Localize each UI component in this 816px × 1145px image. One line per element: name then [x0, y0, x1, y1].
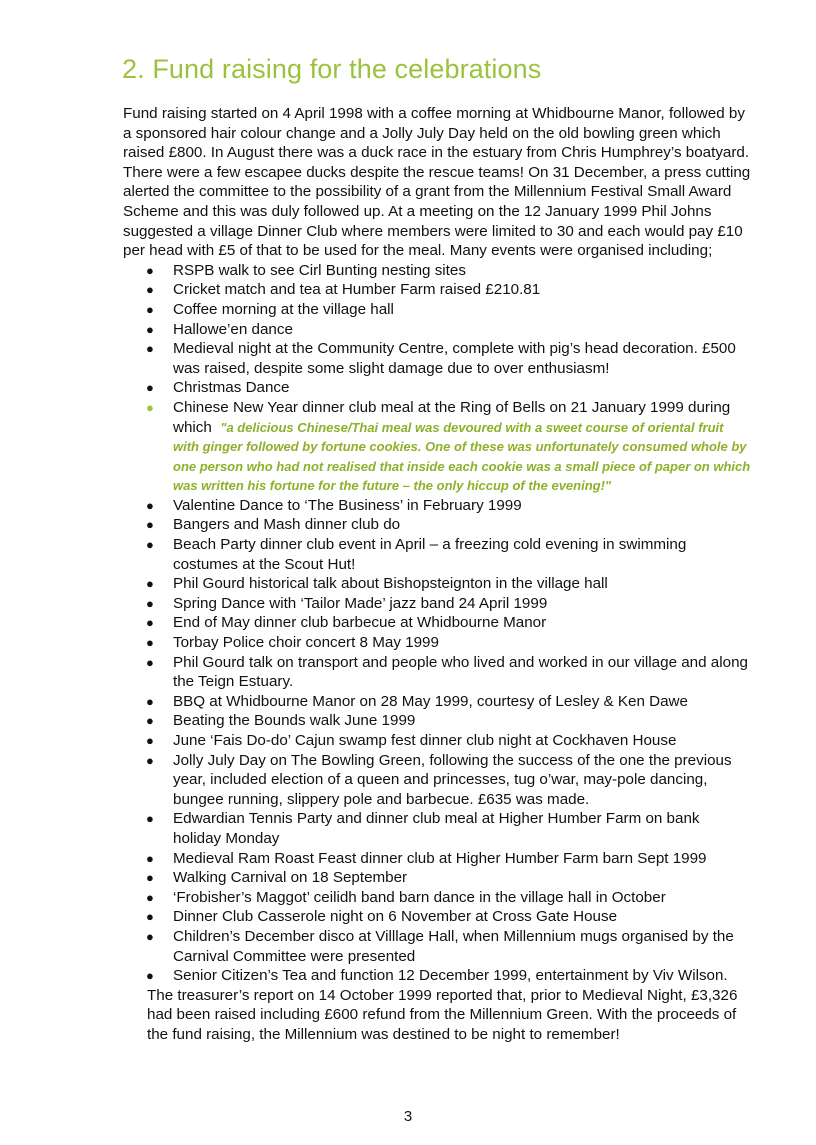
bullet-icon: ●: [146, 497, 154, 513]
list-item: [146, 692, 751, 712]
bullet-icon: ●: [146, 576, 154, 592]
list-item-text: ‘Frobisher’s Maggot’ ceilidh band barn dance in the village hall in October: [173, 888, 666, 906]
bullet-icon: ●: [146, 262, 154, 278]
bullet-icon: ●: [146, 595, 154, 611]
list-item-text: Jolly July Day on The Bowling Green, following the success of the one the previous year, included election of a queen and princesses, tug o’war, may-pole dancing, bungee running, slippery pole and barbecue. £635 was made.: [173, 751, 732, 808]
closing-paragraph: The treasurer’s report on 14 October 1999 reported that, prior to Medieval Night, £3,326 had been raised including £600 refund from the Millennium Green. With the proceeds of the fund raising, the Millennium was destined to be night to remember!: [147, 986, 738, 1043]
list-item: [146, 594, 751, 614]
list-item: [146, 515, 751, 535]
bullet-icon: ●: [146, 635, 154, 651]
list-item: [146, 888, 751, 908]
list-item: [146, 966, 751, 986]
bullet-icon: ●: [146, 321, 154, 337]
list-item-text: Dinner Club Casserole night on 6 November at Cross Gate House: [173, 908, 618, 926]
bullet-icon: ●: [146, 615, 154, 631]
bullet-icon: ●: [146, 517, 154, 533]
list-item: [146, 927, 751, 966]
list-item-text: Bangers and Mash dinner club do: [173, 516, 401, 534]
bullet-icon: ●: [146, 928, 154, 944]
list-item-text: Senior Citizen’s Tea and function 12 December 1999, entertainment by Viv Wilson.: [173, 967, 728, 985]
bullet-icon: ●: [146, 733, 154, 748]
list-item-highlighted: [146, 398, 751, 496]
list-item: [146, 339, 751, 378]
bullet-icon: ●: [146, 850, 154, 866]
list-item: [146, 907, 751, 927]
list-item-text: Valentine Dance to ‘The Business’ in February 1999: [173, 496, 522, 514]
list-item-text: Edwardian Tennis Party and dinner club meal at Higher Humber Farm on bank holiday Monday: [173, 810, 700, 847]
bullet-icon: ●: [146, 341, 154, 357]
list-item-text: Torbay Police choir concert 8 May 1999: [173, 634, 439, 652]
list-item: [146, 731, 751, 751]
bullet-icon: ●: [146, 968, 154, 984]
list-item-text: End of May dinner club barbecue at Whidbourne Manor: [173, 614, 547, 632]
bullet-icon: ●: [146, 870, 154, 886]
list-item: [146, 280, 751, 300]
list-item-text: Children’s December disco at Villlage Hall, when Millennium mugs organised by the Carnival Committee were presented: [173, 927, 734, 965]
bullet-icon: ●: [146, 282, 154, 298]
list-item: [146, 574, 751, 594]
list-item-text: Phil Gourd historical talk about Bishopsteignton in the village hall: [173, 575, 608, 593]
intro-paragraph: Fund raising started on 4 April 1998 with a coffee morning at Whidbourne Manor, followed by a sponsored hair colour change and a Jolly July Day held on the old bowling green which raised £800. In August there was a duck race in the estuary from Chris Humphrey’s boatyard. There were a few escapee ducks despite the rescue teams! On 31 December, a press cutting alerted the committee to the possibility of a grant from the Millennium Festival Small Award Scheme and this was duly followed up. At a meeting on the 12 January 1999 Phil Johns suggested a village Dinner Club where members were limited to 30 and each would pay £10 per head with £5 of that to be used for the meal. Many events were organised including;: [123, 105, 751, 260]
list-item: [146, 300, 751, 320]
list-item-text: Cricket match and tea at Humber Farm raised £210.81: [173, 281, 541, 299]
list-item-text: Chinese New Year dinner club meal at the Ring of Bells on 21 January 1999 during which: [173, 398, 731, 436]
bullet-icon: ●: [146, 811, 154, 827]
page-title: 2. Fund raising for the celebrations: [122, 54, 542, 84]
list-item: [146, 633, 751, 653]
list-item: [146, 653, 751, 692]
list-item: [146, 809, 751, 848]
list-item-text: June ‘Fais Do-do’ Cajun swamp fest dinner club night at Cockhaven House: [173, 732, 677, 749]
fortune-cookie-quote: "a delicious Chinese/Thai meal was devoured with a sweet course of oriental fruit with ginger followed by fortune cookies. One of these was unfortunately consumed whole by one person who had not realised that inside each cookie was a small piece of paper on which was written his fortune for the future – the only hiccup of the evening!": [173, 419, 751, 494]
list-item-text: Medieval night at the Community Centre, complete with pig’s head decoration. £500 was raised, despite some slight damage due to over enthusiasm!: [173, 340, 736, 377]
list-item: [146, 496, 751, 516]
list-item: [146, 711, 751, 731]
list-item: [146, 751, 751, 810]
list-item-text: Medieval Ram Roast Feast dinner club at Higher Humber Farm barn Sept 1999: [173, 849, 707, 867]
list-item: [146, 535, 751, 574]
list-item-text: RSPB walk to see Cirl Bunting nesting sites: [173, 261, 466, 279]
list-item: [146, 378, 751, 398]
bullet-icon: ●: [146, 693, 154, 709]
list-item-text: BBQ at Whidbourne Manor on 28 May 1999, courtesy of Lesley & Ken Dawe: [173, 692, 688, 710]
main-content: [123, 104, 751, 1045]
list-item: [146, 849, 751, 869]
bullet-icon: ●: [146, 909, 154, 925]
list-item-text: Christmas Dance: [173, 379, 290, 397]
list-item: [146, 261, 751, 281]
bullet-icon: ●: [146, 713, 154, 729]
list-item-text: Phil Gourd talk on transport and people who lived and worked in our village and along the Teign Estuary.: [173, 653, 748, 691]
bullet-icon: ●: [146, 399, 154, 415]
list-item: [146, 320, 751, 340]
events-list: [123, 261, 751, 986]
list-item-text: Beating the Bounds walk June 1999: [173, 712, 416, 730]
page-number: 3: [403, 1108, 413, 1125]
list-item-text: Spring Dance with ‘Tailor Made’ jazz band 24 April 1999: [173, 594, 548, 612]
list-item-text: Walking Carnival on 18 September: [173, 869, 408, 887]
bullet-icon: ●: [146, 537, 154, 553]
bullet-icon: ●: [146, 380, 154, 396]
bullet-icon: ●: [146, 654, 154, 670]
list-item-text: Hallowe’en dance: [173, 320, 293, 338]
list-item-text: Coffee morning at the village hall: [173, 300, 394, 318]
list-item: [146, 868, 751, 888]
bullet-icon: ●: [146, 752, 154, 768]
list-item-text: Beach Party dinner club event in April – a freezing cold evening in swimming costumes at the Scout Hut!: [173, 536, 687, 573]
bullet-icon: ●: [146, 889, 154, 905]
list-item: [146, 613, 751, 633]
bullet-icon: ●: [146, 301, 154, 317]
